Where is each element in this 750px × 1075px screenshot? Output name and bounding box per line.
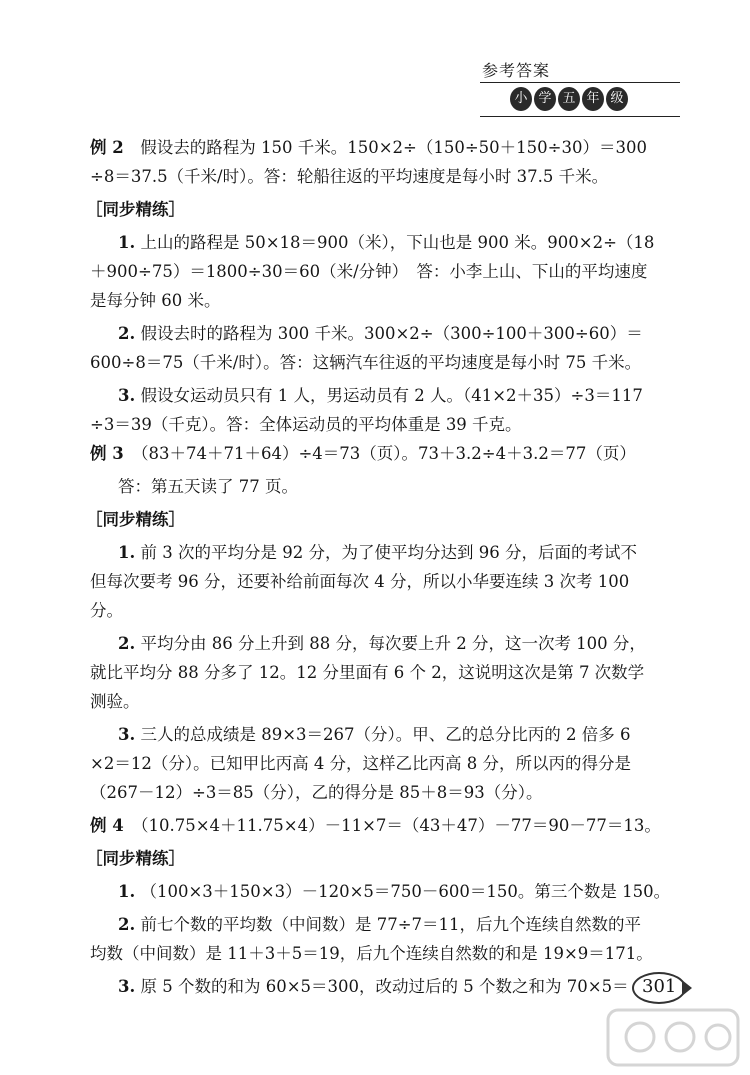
line-text: 假设女运动员只有 1 人，男运动员有 2 人。（41×2＋35）÷3＝117 [135,386,643,405]
item-number: 3. [118,725,136,744]
text-line [90,750,631,778]
header-divider-bottom [480,116,680,117]
page-number-tail [682,980,692,996]
grade-badges [510,87,628,111]
line-text: （83＋74＋71＋64）÷4＝73（页）。73＋3.2÷4＋3.2＝77（页） [123,444,636,463]
text-line [90,940,653,968]
line-text: 600÷8＝75（千米/时）。答：这辆汽车往返的平均速度是每小时 75 千米。 [90,353,642,372]
line-text: ÷8＝37.5（千米/时）。答：轮船往返的平均速度是每小时 37.5 千米。 [90,167,609,186]
line-text: 前七个数的平均数（中间数）是 77÷7＝11，后九个连续自然数的平 [135,915,642,934]
line-text: （267－12）÷3＝85（分），乙的得分是 85＋8＝93（分）。 [90,783,543,802]
item-number: 1. [118,233,136,252]
text-line [90,688,140,716]
text-line [118,630,646,658]
line-text: ＋900÷75）＝1800÷30＝60（米/分钟） 答：小李上山、下山的平均速度 [90,262,648,281]
line-text: （100×3＋150×3）－120×5＝750－600＝150。第三个数是 150。 [135,882,671,901]
text-line [118,539,637,567]
grade-badge: 学 [534,87,556,111]
line-text: （10.75×4＋11.75×4）－11×7＝（43＋47）－77＝90－77＝13。 [123,816,661,835]
item-number: 2. [118,634,136,653]
text-line [86,845,185,873]
section-heading: ［同步精练］ [86,849,185,868]
line-text: 平均分由 86 分上升到 88 分，每次要上升 2 分，这一次考 100 分， [135,634,646,653]
text-line [118,382,643,410]
item-number: 2. [118,324,136,343]
item-number: 3. [118,977,136,996]
grade-badge: 小 [510,87,532,111]
text-line [86,506,185,534]
text-line [118,229,654,257]
header-title: 参考答案 [482,61,551,80]
example-label: 例 3 [90,444,124,463]
line-text: 假设去的路程为 150 千米。150×2÷（150÷50＋150÷30）＝300 [123,138,647,157]
line-text: 测验。 [90,692,140,711]
text-line [90,163,608,191]
text-line [118,911,641,939]
grade-badge: 年 [582,87,604,111]
example-label: 例 4 [90,816,124,835]
text-line [90,287,221,315]
text-line [90,440,636,468]
text-line [90,812,661,840]
watermark-logo [600,1000,750,1075]
item-number: 1. [118,882,136,901]
section-heading: ［同步精练］ [86,510,185,529]
line-text: 三人的总成绩是 89×3＝267（分）。甲、乙的总分比丙的 2 倍多 6 [135,725,631,744]
page-number: 301 [642,976,677,997]
line-text: 分。 [90,601,123,620]
grade-badge: 级 [606,87,628,111]
header-divider [480,82,680,83]
line-text: ×2＝12（分）。已知甲比丙高 4 分，这样乙比丙高 8 分，所以丙的得分是 [90,754,632,773]
text-line [90,411,522,439]
line-text: ÷3＝39（千克）。答：全体运动员的平均体重是 39 千克。 [90,415,522,434]
section-heading: ［同步精练］ [86,200,185,219]
page-header [480,58,680,128]
line-text: 是每分钟 60 米。 [90,291,221,310]
line-text: 假设去时的路程为 300 千米。300×2÷（300÷100＋300÷60）＝ [135,324,643,343]
example-label: 例 2 [90,138,124,157]
text-line [118,878,670,906]
item-number: 1. [118,543,136,562]
text-line [118,721,631,749]
text-line [90,258,647,286]
text-line [118,320,643,348]
item-number: 2. [118,915,136,934]
line-text: 就比平均分 88 分多了 12。12 分里面有 6 个 2，这说明这次是第 7 次数学 [90,663,645,682]
text-line [86,196,185,224]
line-text: 均数（中间数）是 11＋3＋5＝19，后九个连续自然数的和是 19×9＝171。 [90,944,653,963]
text-line [118,473,298,501]
line-text: 上山的路程是 50×18＝900（米），下山也是 900 米。900×2÷（18 [135,233,655,252]
text-line [118,973,629,1001]
text-line [90,659,644,687]
line-text: 但每次要考 96 分，还要补给前面每次 4 分，所以小华要连续 3 次考 100 [90,572,630,591]
line-text: 答：第五天读了 77 页。 [118,477,298,496]
line-text: 原 5 个数的和为 60×5＝300，改动过后的 5 个数之和为 70×5＝ [135,977,629,996]
text-line [90,349,641,377]
grade-badge: 五 [558,87,580,111]
item-number: 3. [118,386,136,405]
text-line [90,134,647,162]
text-line [90,779,543,807]
text-line [90,568,629,596]
text-line [90,597,123,625]
line-text: 前 3 次的平均分是 92 分，为了使平均分达到 96 分，后面的考试不 [135,543,637,562]
